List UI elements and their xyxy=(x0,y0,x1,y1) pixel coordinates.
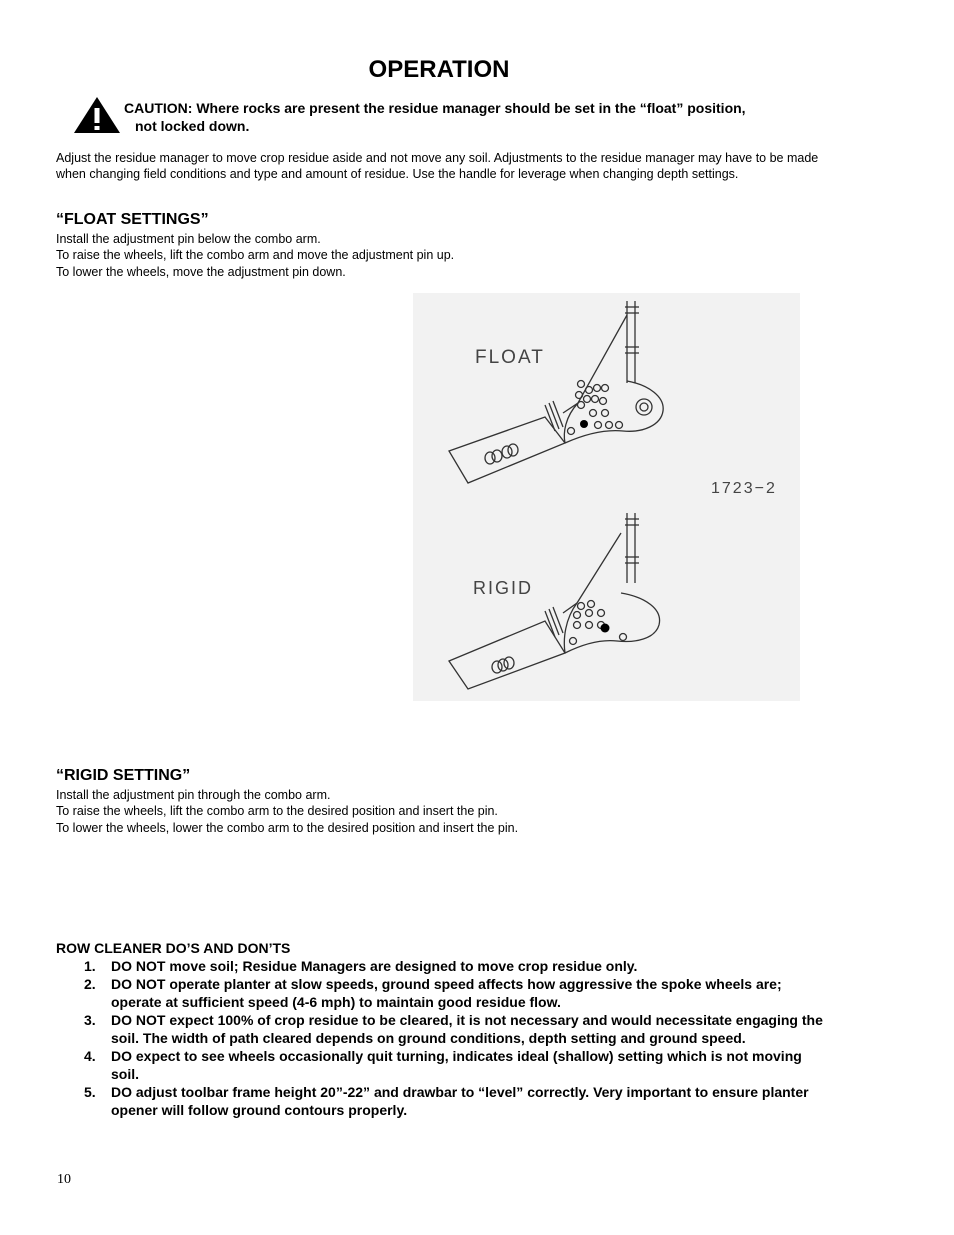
list-item: 3. DO NOT expect 100% of crop residue to be cleared, it is not necessary and would necessitate engaging the soil. The width of path cleared depends on ground conditions, depth setting and ground speed. xyxy=(84,1012,823,1046)
intro-paragraph: Adjust the residue manager to move crop residue aside and not move any soil. Adjustments to the residue manager may have to be made when changing field conditions and type and amount of residue. Use the handle for leverage when changing depth settings. xyxy=(56,151,819,181)
float-label: FLOAT xyxy=(475,347,545,368)
caution-line-2: not locked down. xyxy=(135,118,250,134)
rigid-assembly xyxy=(449,513,660,689)
residue-manager-figure xyxy=(413,293,800,701)
row-cleaner-heading: ROW CLEANER DO’S AND DON’TS xyxy=(56,940,291,956)
float-line: Install the adjustment pin below the combo arm. xyxy=(56,232,321,246)
list-item: 2. DO NOT operate planter at slow speeds, ground speed affects how aggressive the spoke wheels are; operate at sufficient speed (4-6 mph) to maintain good residue flow. xyxy=(84,976,782,1010)
page-title: OPERATION xyxy=(368,56,510,83)
float-assembly xyxy=(449,301,663,483)
rigid-setting-text xyxy=(56,787,836,836)
rigid-line: To raise the wheels, lift the combo arm to the desired position and insert the pin. xyxy=(56,804,498,819)
float-pin-marker xyxy=(580,420,588,428)
residue-manager-diagram xyxy=(413,293,800,701)
list-item: 1. DO NOT move soil; Residue Managers are designed to move crop residue only. xyxy=(84,958,638,974)
page-number: 10 xyxy=(57,1172,71,1187)
row-cleaner-list xyxy=(56,957,826,1119)
rigid-pin-marker xyxy=(601,624,610,633)
list-item: 4. DO expect to see wheels occasionally quit turning, indicates ideal (shallow) setting which is not moving soil. xyxy=(84,1048,802,1082)
float-line: To raise the wheels, lift the combo arm and move the adjustment pin up. xyxy=(56,248,455,263)
rigid-label: RIGID xyxy=(473,578,534,598)
warning-icon xyxy=(73,96,121,134)
caution-text xyxy=(124,99,844,135)
rigid-line: To lower the wheels, lower the combo arm to the desired position and insert the pin. xyxy=(56,820,519,835)
float-settings-text xyxy=(56,231,836,280)
float-line: To lower the wheels, move the adjustment pin down. xyxy=(56,264,346,279)
figure-id: 1723−2 xyxy=(711,480,777,497)
list-item: 5. DO adjust toolbar frame height 20”-22” and drawbar to “level” correctly. Very important to ensure planter opener will follow ground contours properly. xyxy=(84,1084,809,1118)
float-settings-heading: “FLOAT SETTINGS” xyxy=(56,211,209,228)
caution-line-1: CAUTION: Where rocks are present the residue manager should be set in the “float” position, xyxy=(124,100,746,116)
rigid-setting-heading: “RIGID SETTING” xyxy=(56,767,191,784)
rigid-line: Install the adjustment pin through the combo arm. xyxy=(56,788,331,802)
